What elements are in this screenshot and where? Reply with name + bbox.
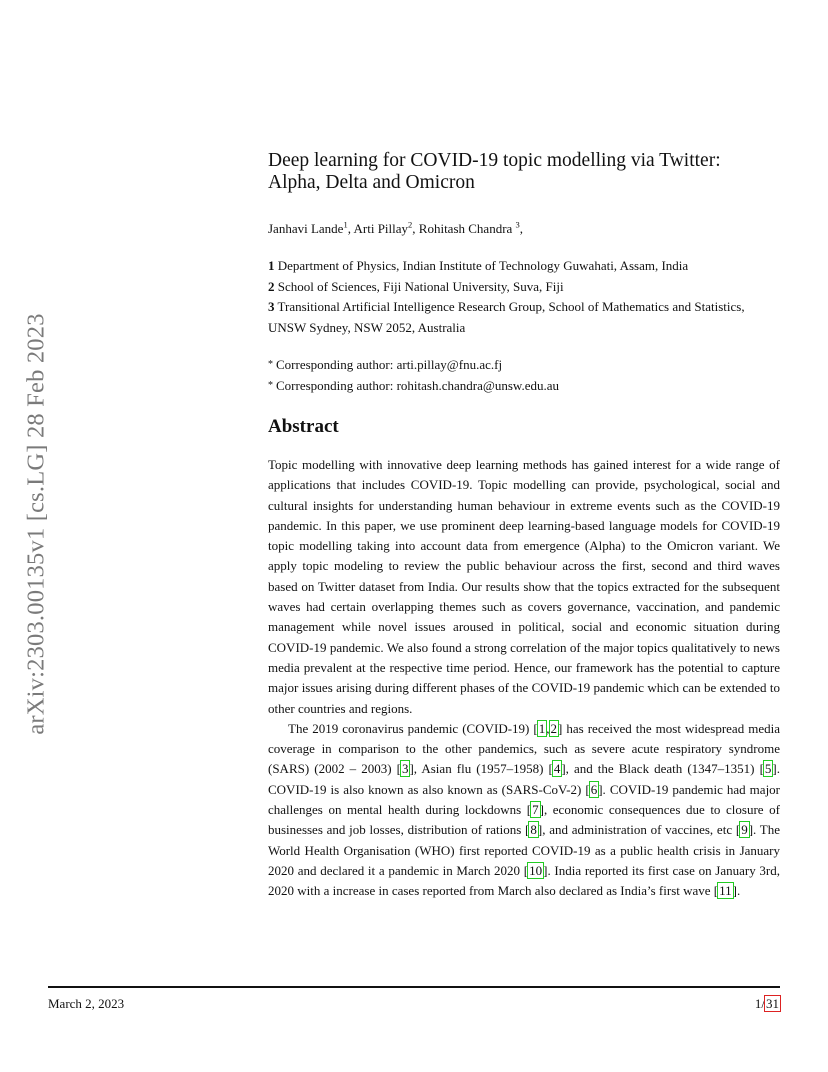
intro-text: ], and the Black death (1347–1351) [ <box>561 761 764 777</box>
affiliation-item <box>268 256 780 277</box>
affiliation-number: 2 <box>268 278 275 294</box>
citation-link[interactable]: 1 <box>538 720 546 736</box>
author-mark: 3 <box>515 219 520 230</box>
intro-text: The 2019 coronavirus pandemic (COVID-19) [ <box>288 720 538 736</box>
abstract-paragraph: Topic modelling with innovative deep learning methods has gained interest for a wide range of applications that includes COVID-19. Topic modelling can provide, psychological, social and cultural insights for understanding human behaviour in extreme events such as the COVID-19 pandemic. In this paper, we use prominent deep learning-based language models for COVID-19 topic modelling taking into account data from emergence (Alpha) to the Omicron variant. We apply topic modeling to review the public behaviour across the first, second and third waves based on Twitter dataset from India. Our results show that the topics extracted for the subsequent waves had certain overlapping themes such as covers governance, vaccination, and pandemic management while novel issues aroused in political, social and economic situation during COVID-19 pandemic. We also found a strong correlation of the major topics qualitatively to news media prevalent at the respective time period. Hence, our framework has the potential to capture major issues arising during different phases of the COVID-19 pandemic which can be extended to other countries and regions. <box>268 457 780 716</box>
intro-paragraph <box>268 719 780 902</box>
author-mark: 2 <box>408 219 413 230</box>
affiliation-text: Department of Physics, Indian Institute of Technology Guwahati, Assam, India <box>277 258 689 273</box>
citation-link[interactable]: 7 <box>532 802 539 818</box>
intro-text: ] has received the most widespread media coverage in comparison to the other pandemics, such as severe acute respiratory syndrome (SARS) (2002 – 2003) [ <box>268 720 780 777</box>
abstract-body <box>268 455 780 902</box>
title-line-1: Deep learning for COVID-19 topic modelling via Twitter: <box>268 150 721 171</box>
corresponding-item <box>268 354 780 375</box>
arxiv-stamp <box>22 288 52 760</box>
intro-text: ], economic consequences due to closure of businesses and job losses, distribution of rations [ <box>268 802 780 838</box>
asterisk-mark: * <box>268 380 273 391</box>
corresponding-text: Corresponding author: rohitash.chandra@unsw.edu.au <box>276 378 559 393</box>
citation-link[interactable]: 4 <box>553 761 561 777</box>
title-line-2: Alpha, Delta and Omicron <box>268 172 475 193</box>
authors-trailing: , <box>519 221 524 236</box>
affiliation-text: Transitional Artificial Intelligence Research Group, School of Mathematics and Statistics, UNSW Sydney, NSW 2052, Australia <box>268 299 745 335</box>
citation-link[interactable]: 5 <box>764 761 772 777</box>
intro-text: ]. <box>732 883 741 899</box>
citation-link[interactable]: 8 <box>530 822 537 838</box>
footer-date: March 2, 2023 <box>48 996 125 1011</box>
intro-text: ]. India reported its first case on January 3rd, 2020 with a increase in cases reported from March also declared as India’s first wave [ <box>268 862 781 899</box>
intro-text: ], and administration of vaccines, etc [ <box>537 822 741 838</box>
affiliation-item <box>268 277 780 298</box>
author-mark: 1 <box>343 219 348 230</box>
footer-rule <box>48 986 780 988</box>
author-name: Arti Pillay <box>353 221 409 236</box>
affiliation-list <box>268 256 780 338</box>
corresponding-authors <box>268 354 780 396</box>
corresponding-text: Corresponding author: arti.pillay@fnu.ac.fj <box>276 357 503 372</box>
asterisk-mark: * <box>268 359 273 370</box>
affiliation-text: School of Sciences, Fiji National University, Suva, Fiji <box>277 278 564 294</box>
citation-link[interactable]: 11 <box>719 883 732 899</box>
page-number <box>755 995 780 1013</box>
affiliation-number: 1 <box>268 258 275 273</box>
intro-text: ]. The World Health Organisation (WHO) first reported COVID-19 as a public health crisis in January 2020 and declared it a pandemic in March 2020 [ <box>268 822 780 878</box>
citation-link[interactable]: 6 <box>590 781 598 797</box>
intro-text: ], Asian flu (1957–1958) [ <box>409 761 553 777</box>
citation-link[interactable]: 3 <box>401 761 409 777</box>
citation-link[interactable]: 10 <box>529 862 543 878</box>
citation-link[interactable]: 9 <box>741 822 748 838</box>
intro-text: , <box>546 720 550 736</box>
author-list: Janhavi Lande$^1$, Arti Pillay$^2$, Rohitash Chandra $^3$, <box>268 219 524 236</box>
intro-text: ]. COVID-19 pandemic had major challenges on mental health during lockdowns [ <box>268 781 781 818</box>
affiliation-item <box>268 297 780 338</box>
intro-text: ]. COVID-19 is also known as also known as (SARS-CoV-2) [ <box>268 761 781 797</box>
page-current: 1/ <box>754 996 765 1011</box>
paper-content <box>268 150 780 902</box>
page-total-link[interactable]: 31 <box>766 996 779 1011</box>
paper-title <box>268 150 780 194</box>
author-name: Rohitash Chandra <box>418 221 516 236</box>
arxiv-identifier: arXiv:2303.00135v1 [cs.LG] 28 Feb 2023 <box>23 313 51 735</box>
abstract-heading: Abstract <box>268 416 339 437</box>
author-name: Janhavi Lande <box>268 221 344 236</box>
corresponding-item <box>268 375 780 396</box>
affiliation-number: 3 <box>268 299 275 314</box>
citation-link[interactable]: 2 <box>550 720 557 736</box>
